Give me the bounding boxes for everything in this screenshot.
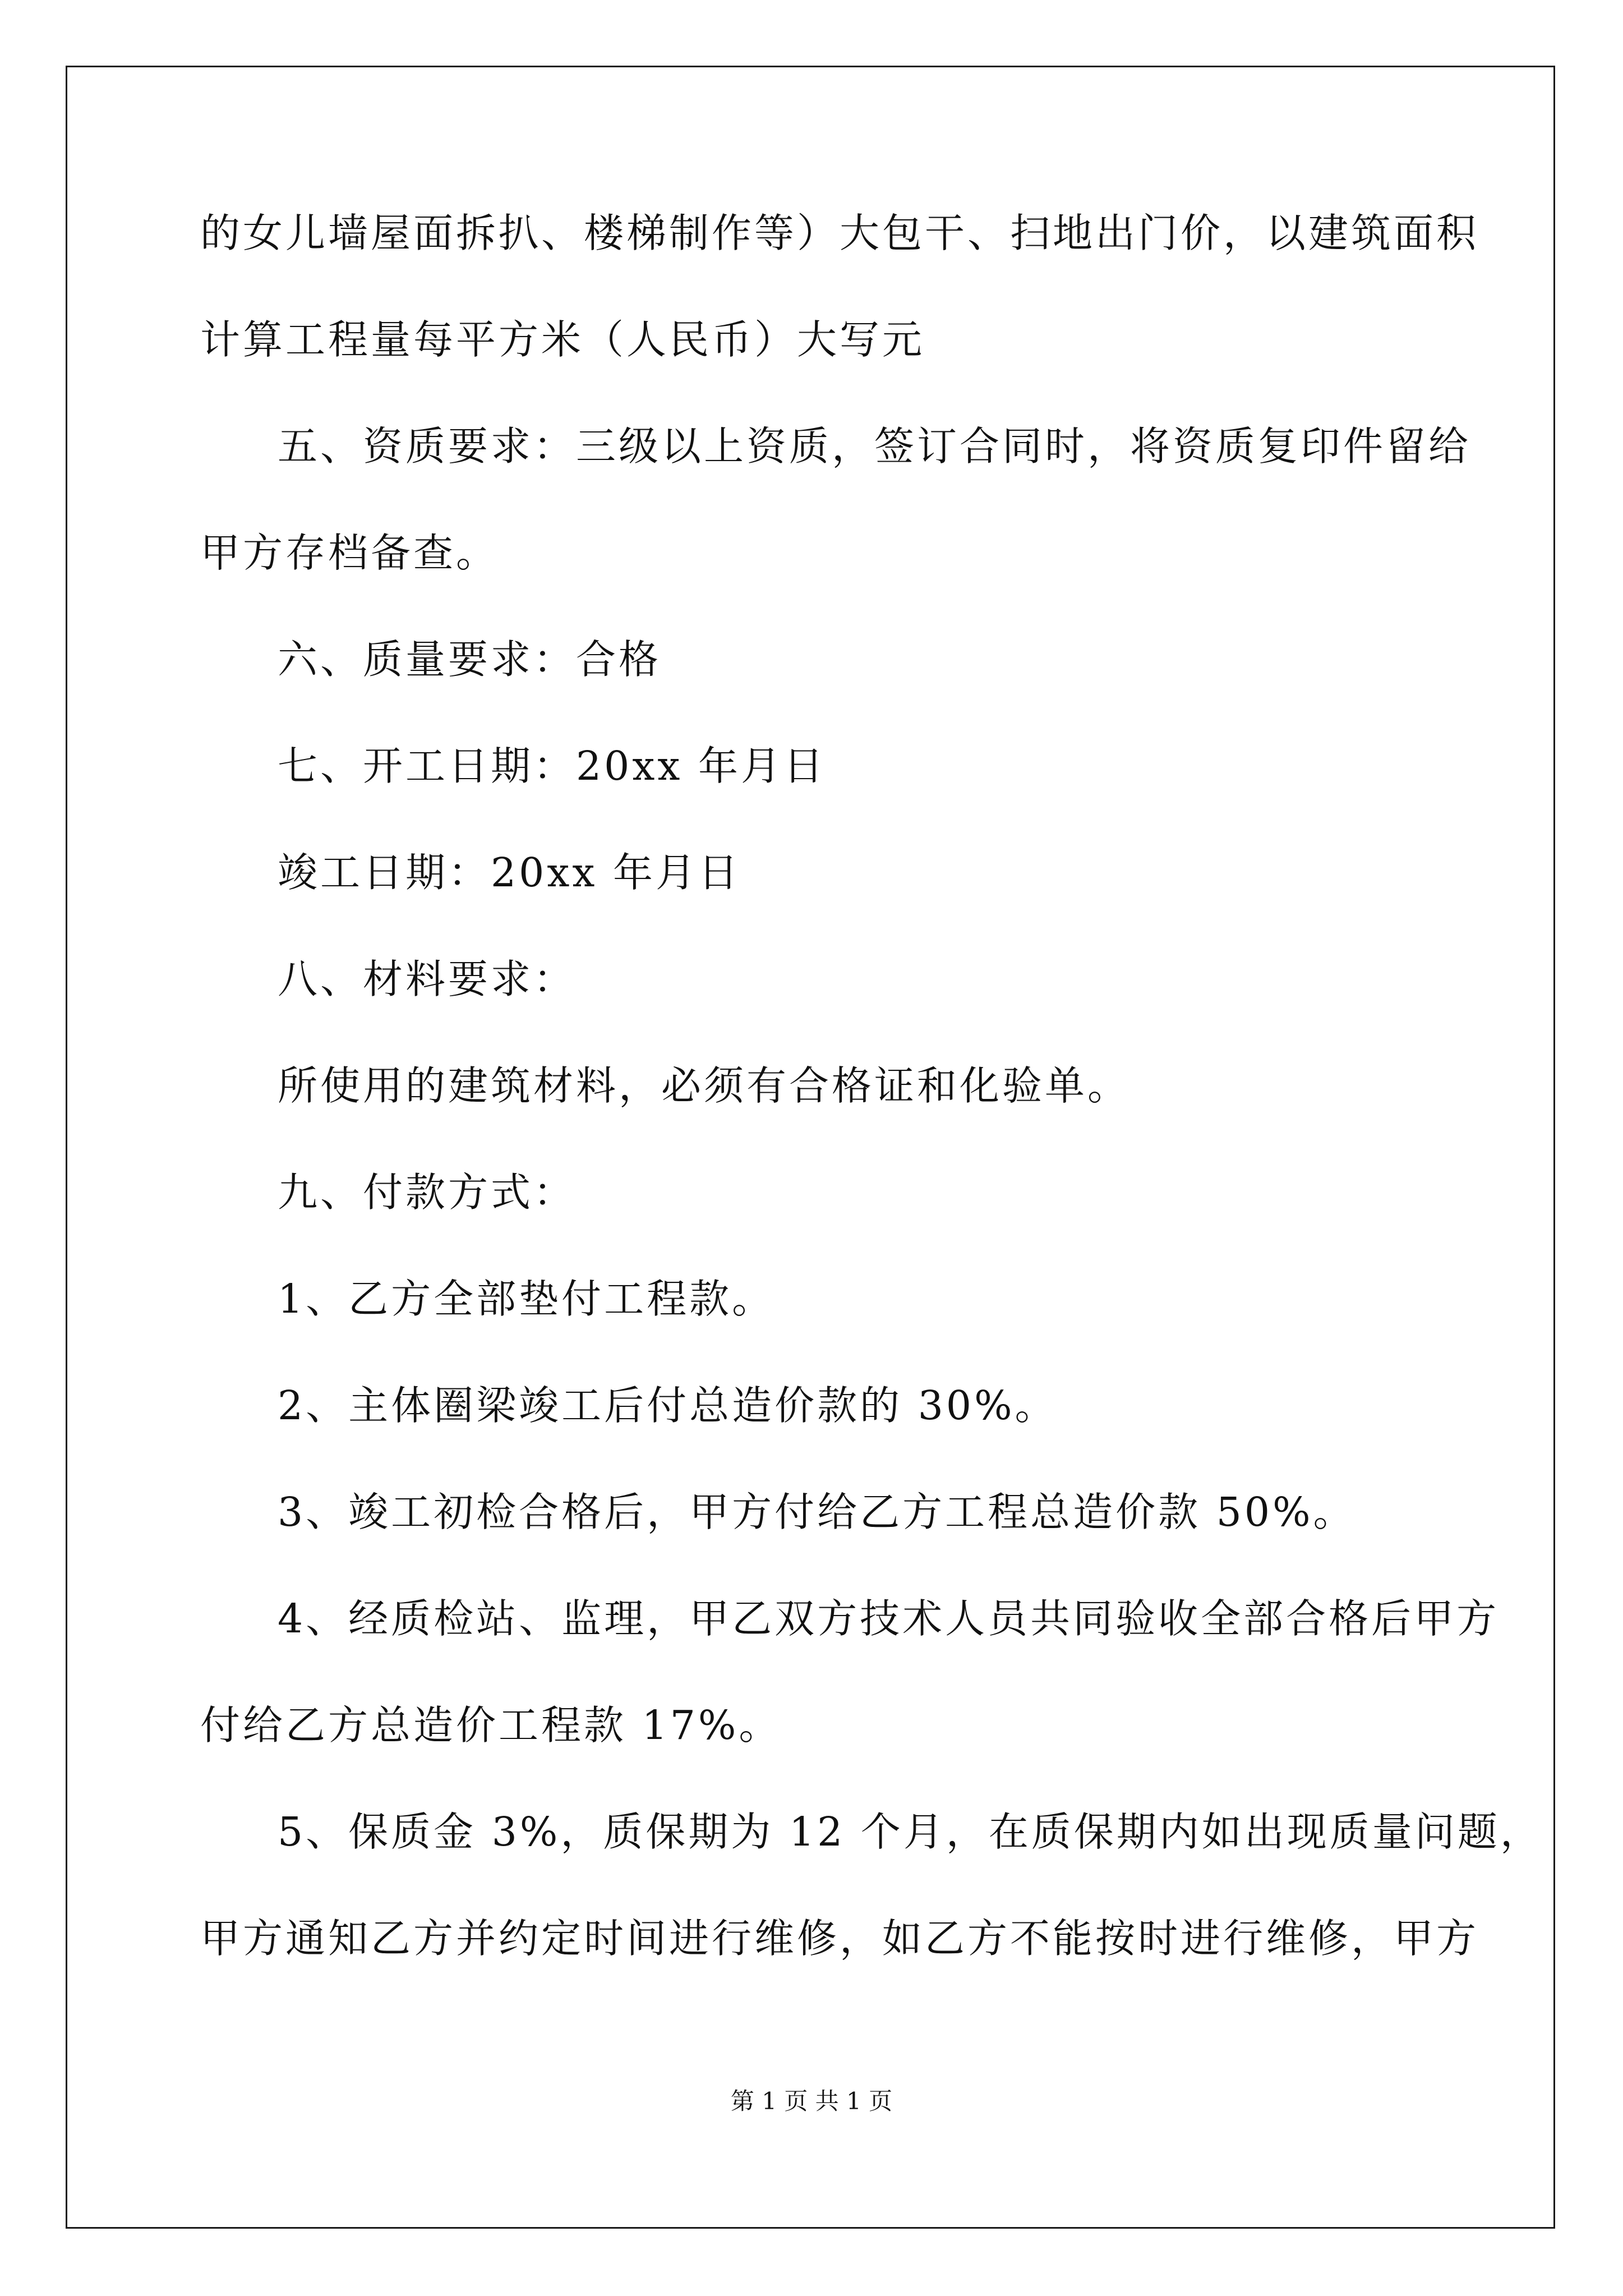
text-line: 八、材料要求： [278, 956, 577, 1002]
page-number-footer: 第 1 页 共 1 页 [730, 2087, 893, 2115]
text-line: 的女儿墙屋面拆扒、楼梯制作等）大包干、扫地出门价，以建筑面积 [200, 210, 1479, 256]
text-line: 九、付款方式： [278, 1169, 577, 1216]
text-line: 六、质量要求：合格 [278, 636, 662, 683]
text-line: 3、竣工初检合格后，甲方付给乙方工程总造价款 50%。 [278, 1489, 1356, 1535]
text-line: 甲方存档备查。 [200, 530, 499, 576]
text-line: 所使用的建筑材料，必须有合格证和化验单。 [278, 1062, 1131, 1109]
text-line: 五、资质要求：三级以上资质，签订合同时，将资质复印件留给 [278, 423, 1472, 470]
text-line: 付给乙方总造价工程款 17%。 [200, 1702, 782, 1749]
text-line: 1、乙方全部垫付工程款。 [278, 1276, 775, 1322]
text-line: 竣工日期：20xx 年月日 [278, 849, 741, 896]
text-line: 4、经质检站、监理，甲乙双方技术人员共同验收全部合格后甲方 [278, 1595, 1500, 1642]
text-line: 5、保质金 3%，质保期为 12 个月，在质保期内如出现质量问题， [278, 1809, 1543, 1855]
text-line: 2、主体圈梁竣工后付总造价款的 30%。 [278, 1382, 1058, 1429]
text-line: 计算工程量每平方米（人民币）大写元 [200, 316, 925, 363]
page-border [66, 66, 1555, 2229]
text-line: 七、开工日期：20xx 年月日 [278, 743, 826, 789]
text-line: 甲方通知乙方并约定时间进行维修，如乙方不能按时进行维修，甲方 [200, 1915, 1479, 1962]
